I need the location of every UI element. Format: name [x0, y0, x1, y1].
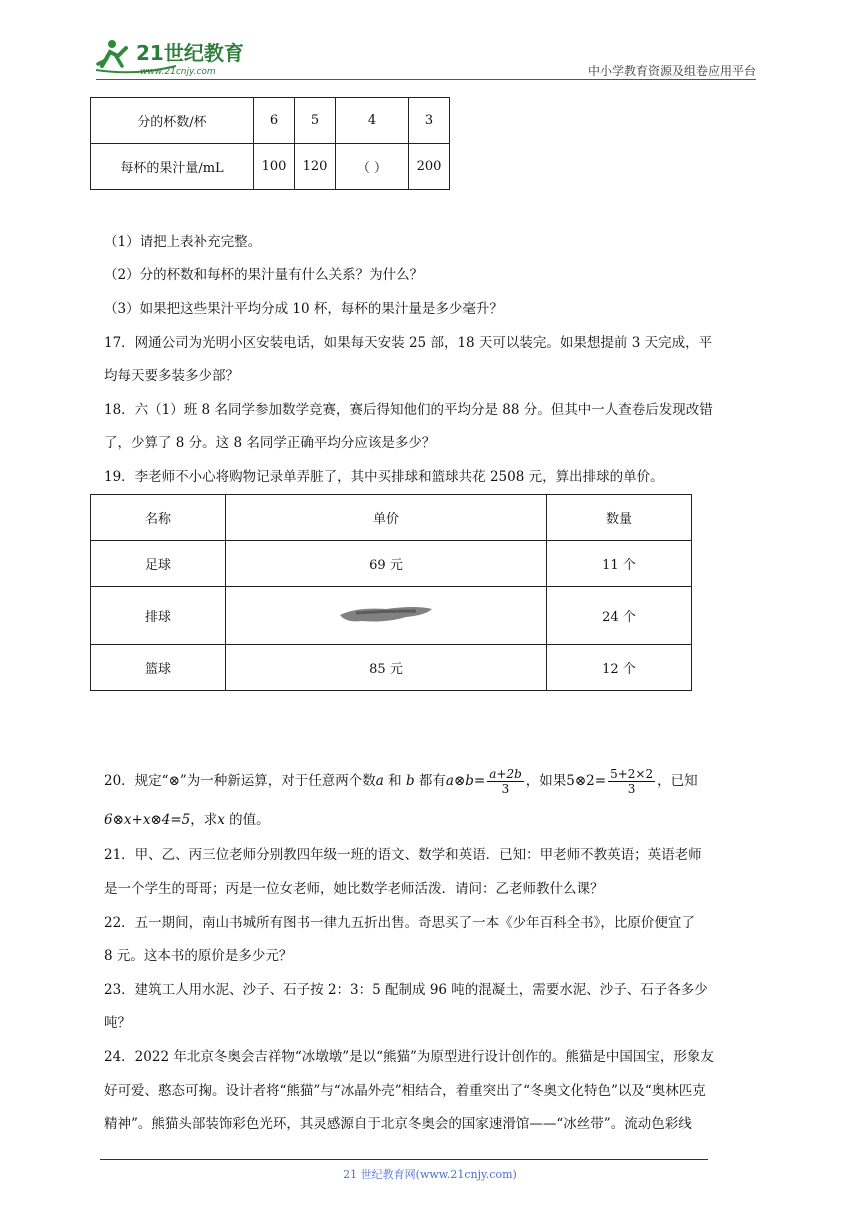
table-row: [91, 144, 450, 190]
q23-line2: 吨？: [104, 1015, 131, 1031]
table-cell: 12 个: [547, 645, 692, 691]
table-header-cell: 数量: [547, 495, 692, 541]
table-header-row: [91, 495, 692, 541]
table-cell: 足球: [91, 541, 226, 587]
page-header: [96, 36, 756, 78]
q22-line2: 8 元。这本书的原价是多少元？: [104, 948, 293, 964]
table-cell: 3: [409, 98, 450, 144]
svg-text:21世纪教育: 21世纪教育: [136, 41, 244, 65]
table-cell: 每杯的果汁量/mL: [91, 144, 254, 190]
q24-line1: 24．2022 年北京冬奥会吉祥物“冰墩墩”是以“熊猫”为原型进行设计创作的。熊猫是中国国宝，形象友: [104, 1049, 714, 1065]
q23-line1: 23．建筑工人用水泥、沙子、石子按 2：3：5 配制成 96 吨的混凝土，需要水泥、沙子、石子各多少: [104, 982, 708, 998]
table-cell: 4: [336, 98, 409, 144]
table-cell: 11 个: [547, 541, 692, 587]
table-cell: 200: [409, 144, 450, 190]
table-cell: 69 元: [226, 541, 547, 587]
purchase-table: [90, 494, 692, 691]
q21-line1: 21．甲、乙、丙三位老师分别教四年级一班的语文、数学和英语．已知：甲老师不教英语；英语老师: [104, 847, 702, 863]
q20-line2: 6⊗x+x⊗4=5，求x 的值。: [104, 812, 270, 828]
ink-smudge-icon: [336, 601, 436, 627]
q20-line1: 20．规定“⊗”为一种新运算，对于任意两个数a 和 b 都有a⊗b= $\frac{a+2b}{3}$ ，如果5⊗2= $\frac{5+2\times 2}{3}$ ，已知: [104, 767, 698, 796]
logo-icon: [96, 36, 266, 78]
fraction: $\frac{5+2\times 2}{3}$: [610, 767, 654, 796]
q16-sub2: （2）分的杯数和每杯的果汁量有什么关系？为什么？: [104, 267, 424, 283]
header-divider: [96, 79, 756, 80]
table-header-cell: 名称: [91, 495, 226, 541]
smudged-price-cell: [226, 587, 547, 645]
table-cell: 24 个: [547, 587, 692, 645]
footer-divider: [100, 1159, 708, 1160]
table-cell: 85 元: [226, 645, 547, 691]
q17-line2: 均每天要多装多少部？: [104, 368, 239, 384]
table-cell: 分的杯数/杯: [91, 98, 254, 144]
table-row: [91, 587, 692, 645]
juice-table: [90, 97, 450, 190]
table-row: [91, 645, 692, 691]
q16-sub1: （1）请把上表补充完整。: [104, 234, 262, 250]
q18-line1: 18．六（1）班 8 名同学参加数学竞赛，赛后得知他们的平均分是 88 分。但其中一人查卷后发现改错: [104, 402, 713, 418]
answer-blank: （ ）: [336, 144, 409, 190]
table-row: [91, 98, 450, 144]
svg-text:www.21cnjy.com: www.21cnjy.com: [140, 67, 216, 77]
q18-line2: 了，少算了 8 分。这 8 名同学正确平均分应该是多少？: [104, 435, 436, 451]
table-header-cell: 单价: [226, 495, 547, 541]
table-cell: 120: [295, 144, 336, 190]
q21-line2: 是一个学生的哥哥；丙是一位女老师，她比数学老师活泼．请问：乙老师教什么课？: [104, 881, 604, 897]
q19-line1: 19．李老师不小心将购物记录单弄脏了，其中买排球和篮球共花 2508 元，算出排球的单价。: [104, 469, 664, 485]
q24-line3: 精神”。熊猫头部装饰彩色光环，其灵感源自于北京冬奥会的国家速滑馆——“冰丝带”。流动色彩线: [104, 1116, 692, 1132]
table-cell: 100: [254, 144, 295, 190]
header-tagline: 中小学教育资源及组卷应用平台: [587, 64, 756, 78]
table-cell: 5: [295, 98, 336, 144]
table-cell: 6: [254, 98, 295, 144]
fraction: $\frac{a+2b}{3}$: [489, 767, 522, 796]
footer-text: 21 世纪教育网(www.21cnjy.com): [343, 1168, 517, 1181]
q16-sub3: （3）如果把这些果汁平均分成 10 杯，每杯的果汁量是多少毫升？: [104, 301, 503, 317]
table-row: [91, 541, 692, 587]
q24-line2: 好可爱、憨态可掬。设计者将“熊猫”与“冰晶外壳”相结合，着重突出了“冬奥文化特色”以及“奥林匹克: [104, 1083, 706, 1099]
q17-line1: 17．网通公司为光明小区安装电话，如果每天安装 25 部，18 天可以装完。如果想提前 3 天完成，平: [104, 335, 713, 351]
table-cell: 排球: [91, 587, 226, 645]
q22-line1: 22．五一期间，南山书城所有图书一律九五折出售。奇思买了一本《少年百科全书》，比原价便宜了: [104, 915, 695, 931]
table-cell: 篮球: [91, 645, 226, 691]
